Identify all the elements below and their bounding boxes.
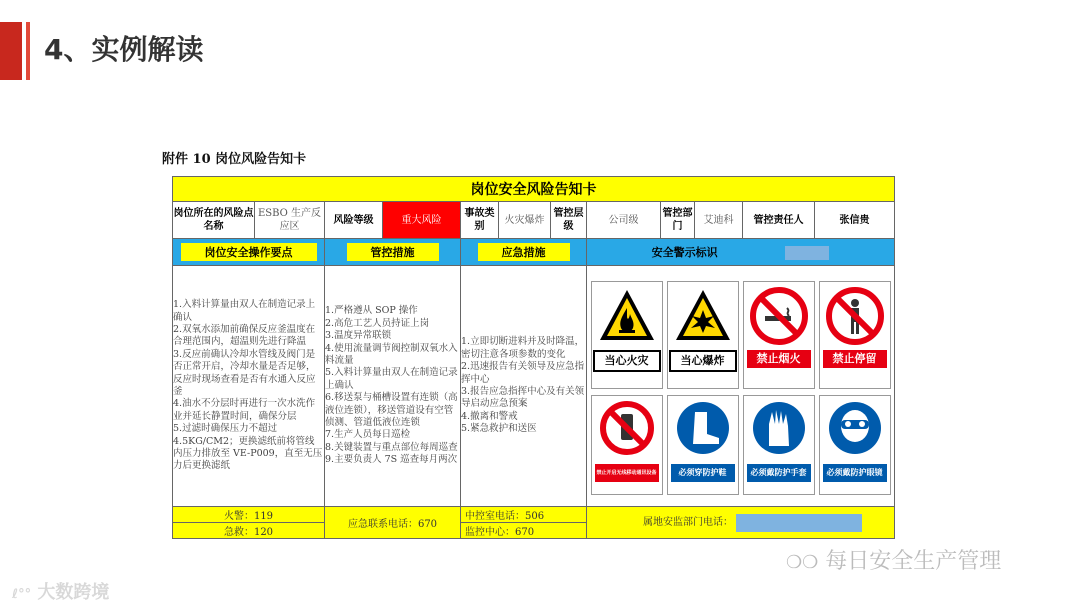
control-header: 管控措施	[325, 239, 461, 266]
list-item: 8.关键装置与重点部位每周巡查	[325, 441, 458, 453]
accident-label: 事故类别	[461, 202, 499, 239]
owner-value: 张信贵	[815, 202, 895, 239]
slide-title: 4、实例解读	[44, 33, 204, 66]
brand-logo-icon: ℓ°°	[12, 587, 32, 602]
control-level-value: 公司级	[587, 202, 661, 239]
fire-phone: 火警：119	[173, 507, 325, 523]
redacted-block	[785, 246, 829, 260]
control-list	[325, 266, 461, 507]
local-dept-phone: 属地安监部门电话：	[643, 517, 733, 529]
list-item: 4.使用流量调节阀控制双氧水入料流量	[325, 342, 458, 366]
sign-goggles	[819, 395, 891, 495]
sign-no-phone	[591, 395, 663, 495]
list-item: 9.主要负责人 7S 巡查每月两次	[325, 454, 458, 466]
sign-no-smoking	[743, 281, 815, 389]
card-title: 岗位安全风险告知卡	[173, 177, 895, 202]
list-item: 1.入料计算量由双人在制造记录上确认	[173, 299, 316, 323]
redacted-block	[736, 514, 862, 532]
emergency-phone: 应急联系电话：670	[325, 507, 461, 539]
sign-label: 禁止停留	[823, 350, 887, 368]
no-phone-icon	[597, 400, 657, 460]
warning-signs	[587, 266, 895, 507]
dept-value: 艾迪科	[695, 202, 743, 239]
sign-label: 必须戴防护手套	[747, 464, 811, 482]
warning-header: 安全警示标识	[587, 239, 895, 266]
location-value: ESBO 生产反应区	[255, 202, 325, 239]
location-label: 岗位所在的风险点名称	[173, 202, 255, 239]
list-item: 2.迅速报告有关领导及应急指挥中心	[461, 361, 585, 385]
list-item: 4.油水不分层时再进行一次水洗作业并延长静置时间，确保分层	[173, 398, 316, 422]
sign-label: 必须戴防护眼镜	[823, 464, 887, 482]
fire-warning-icon	[597, 286, 657, 346]
sign-label: 必须穿防护鞋	[671, 464, 735, 482]
dept-label: 管控部门	[661, 202, 695, 239]
wechat-icon: ❍❍	[786, 552, 819, 573]
control-room-phone: 中控室电话：506	[461, 507, 587, 523]
risk-notice-card	[172, 176, 895, 539]
watermark-left: ℓ°° 大数跨境	[12, 582, 110, 603]
ambulance-phone: 急救：120	[173, 523, 325, 539]
list-item: 1.立即切断进料并及时降温，密切注意各项参数的变化	[461, 336, 585, 360]
safety-boots-icon	[673, 400, 733, 460]
sign-fire	[591, 281, 663, 389]
list-item: 2.高危工艺人员持证上岗	[325, 317, 430, 329]
gloves-icon	[749, 400, 809, 460]
accident-value: 火灾爆炸	[499, 202, 551, 239]
explosion-warning-icon	[673, 286, 733, 346]
list-item: 4.5KG/CM2；更换滤纸前将管线内压力排放至 VE-P009，直至无压力后更换滤纸	[173, 435, 323, 472]
list-item: 7.生产人员每日巡检	[325, 429, 411, 441]
list-item: 2.双氧水添加前确保反应釜温度在合理范围内，超温则先进行降温	[173, 323, 316, 348]
emergency-list	[461, 266, 587, 507]
ops-list	[173, 266, 325, 507]
risk-level-label: 风险等级	[325, 202, 383, 239]
sign-explosion	[667, 281, 739, 389]
sign-boots	[667, 395, 739, 495]
sign-label: 禁止烟火	[747, 350, 811, 368]
watermark-right: ❍❍ 每日安全生产管理	[786, 549, 1002, 574]
list-item: 5.过滤时确保压力不超过	[173, 423, 278, 435]
title-accent-bar	[0, 22, 22, 80]
list-item: 6.移送泵与桶槽设置有连锁（高液位连锁），移送管道设有空管侦测、管道低液位连锁	[325, 392, 458, 429]
sign-label: 禁止开启无线移动通讯设备	[595, 464, 659, 482]
control-level-label: 管控层级	[551, 202, 587, 239]
title-accent-stripe	[26, 22, 30, 80]
no-smoking-icon	[749, 286, 809, 346]
owner-label: 管控责任人	[743, 202, 815, 239]
local-dept-phone-cell	[587, 507, 895, 539]
ops-header: 岗位安全操作要点	[173, 239, 325, 266]
sign-gloves	[743, 395, 815, 495]
list-item: 3.温度异常联锁	[325, 330, 392, 342]
risk-level-value: 重大风险	[383, 202, 461, 239]
list-item: 3.反应前确认冷却水管线及阀门是否正常开启，冷却水量是否足够，反应时现场查看是否有水通入反应釜	[173, 348, 316, 397]
list-item: 4.撤离和警戒	[461, 410, 518, 422]
sign-label: 当心爆炸	[669, 350, 737, 372]
emergency-header: 应急措施	[461, 239, 587, 266]
no-loitering-icon	[825, 286, 885, 346]
monitor-center-phone: 监控中心：670	[461, 523, 587, 539]
goggles-icon	[825, 400, 885, 460]
list-item: 5.入料计算量由双人在制造记录上确认	[325, 367, 458, 391]
sign-no-loitering	[819, 281, 891, 389]
sign-label: 当心火灾	[593, 350, 661, 372]
list-item: 3.报告应急指挥中心及有关领导启动应急预案	[461, 386, 585, 410]
attachment-caption: 附件 10 岗位风险告知卡	[162, 152, 307, 167]
list-item: 5.紧急救护和送医	[461, 423, 537, 435]
list-item: 1.严格遵从 SOP 操作	[325, 305, 418, 317]
